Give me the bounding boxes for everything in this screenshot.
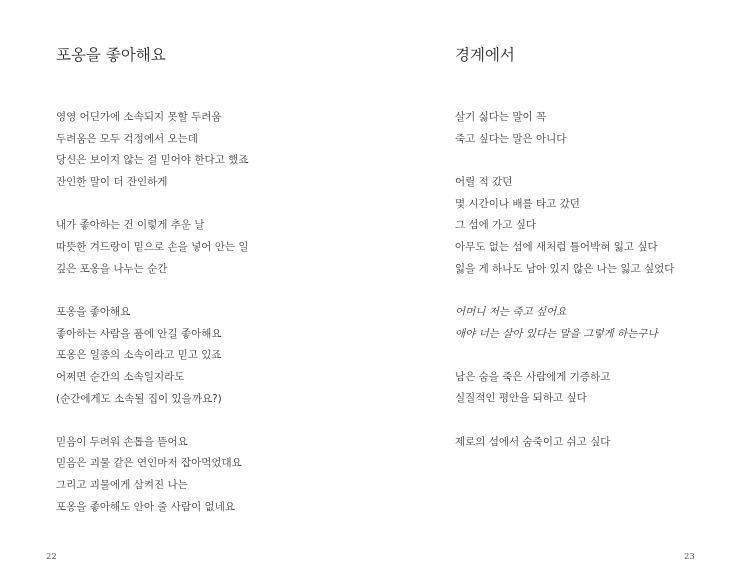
poem-line: 좋아하는 사람을 품에 안길 좋아해요 [56, 327, 222, 340]
poem-line: 어쩌면 순간의 소속일지라도 [56, 370, 185, 383]
page-number: 23 [684, 552, 695, 562]
poem-line: 잃을 게 하나도 남아 있지 않은 나는 잃고 싶었다 [455, 262, 675, 275]
poem-line: 어릴 적 갔던 [455, 175, 513, 188]
poem-line: 남은 숨을 죽은 사람에게 기증하고 [455, 370, 611, 383]
poem-line: 실질적인 평안을 되하고 싶다 [455, 392, 587, 405]
stanza [56, 215, 248, 280]
poem-line: 믿음이 두려워 손톱을 뜯어요 [56, 435, 188, 448]
stanza [56, 302, 248, 410]
poem-line: 그 섬에 가고 싶다 [455, 219, 537, 232]
poem-line: 따뜻한 겨드랑이 밑으로 손을 넣어 안는 일 [56, 240, 249, 253]
poem-line: 그리고 괴물에게 삼켜진 나는 [56, 479, 188, 492]
poem-line: 포옹은 일종의 소속이라고 믿고 있죠 [56, 349, 222, 362]
stanza [455, 367, 674, 410]
poem-line: (순간에게도 소속될 집이 있을까요?) [56, 392, 222, 405]
poem-line: 포옹을 좋아해요 [56, 305, 131, 318]
italic-stanza [455, 302, 674, 345]
poem-body [455, 107, 674, 475]
poem-line: 어머니 저는 죽고 싶어요 [455, 305, 567, 318]
stanza [56, 432, 248, 519]
poem-line: 아무도 없는 섬에 새처럼 틀어박혀 잃고 싶다 [455, 240, 658, 253]
right-page [370, 0, 740, 586]
poem-line: 애야 너는 살아 있다는 말을 그렇게 하는구나 [455, 327, 658, 340]
stanza [455, 172, 674, 280]
poem-title: 경계에서 [455, 46, 515, 64]
poem-line: 몇 시간이나 배를 타고 갔던 [455, 197, 580, 210]
poem-line: 제로의 섬에서 숨죽이고 쉬고 싶다 [455, 435, 611, 448]
stanza [56, 107, 248, 194]
poem-line: 잔인한 말이 더 잔인하게 [56, 176, 168, 189]
poem-body [56, 107, 248, 540]
stanza [455, 432, 674, 454]
poem-line: 믿음은 괴물 같은 연인마저 잡아먹었대요 [56, 457, 242, 470]
poem-line: 죽고 싶다는 말은 아니다 [455, 132, 567, 145]
stanza [455, 107, 674, 150]
poem-line: 깊은 포옹을 나누는 순간 [56, 262, 168, 275]
poem-line: 당신은 보이지 않는 걸 믿어야 한다고 했죠 [56, 154, 249, 167]
poem-line: 살기 싫다는 말이 꼭 [455, 111, 547, 123]
poem-title: 포옹을 좋아해요 [56, 46, 166, 64]
poem-line: 내가 좋아하는 건 이렇게 추운 날 [56, 219, 205, 232]
page-number: 22 [46, 552, 57, 562]
poem-line: 포옹을 좋아해도 안아 줄 사람이 없네요 [56, 500, 235, 513]
poem-line: 영영 어딘가에 소속되지 못할 두려움 [56, 111, 222, 123]
poem-line: 두려움은 모두 걱정에서 오는데 [56, 132, 198, 145]
